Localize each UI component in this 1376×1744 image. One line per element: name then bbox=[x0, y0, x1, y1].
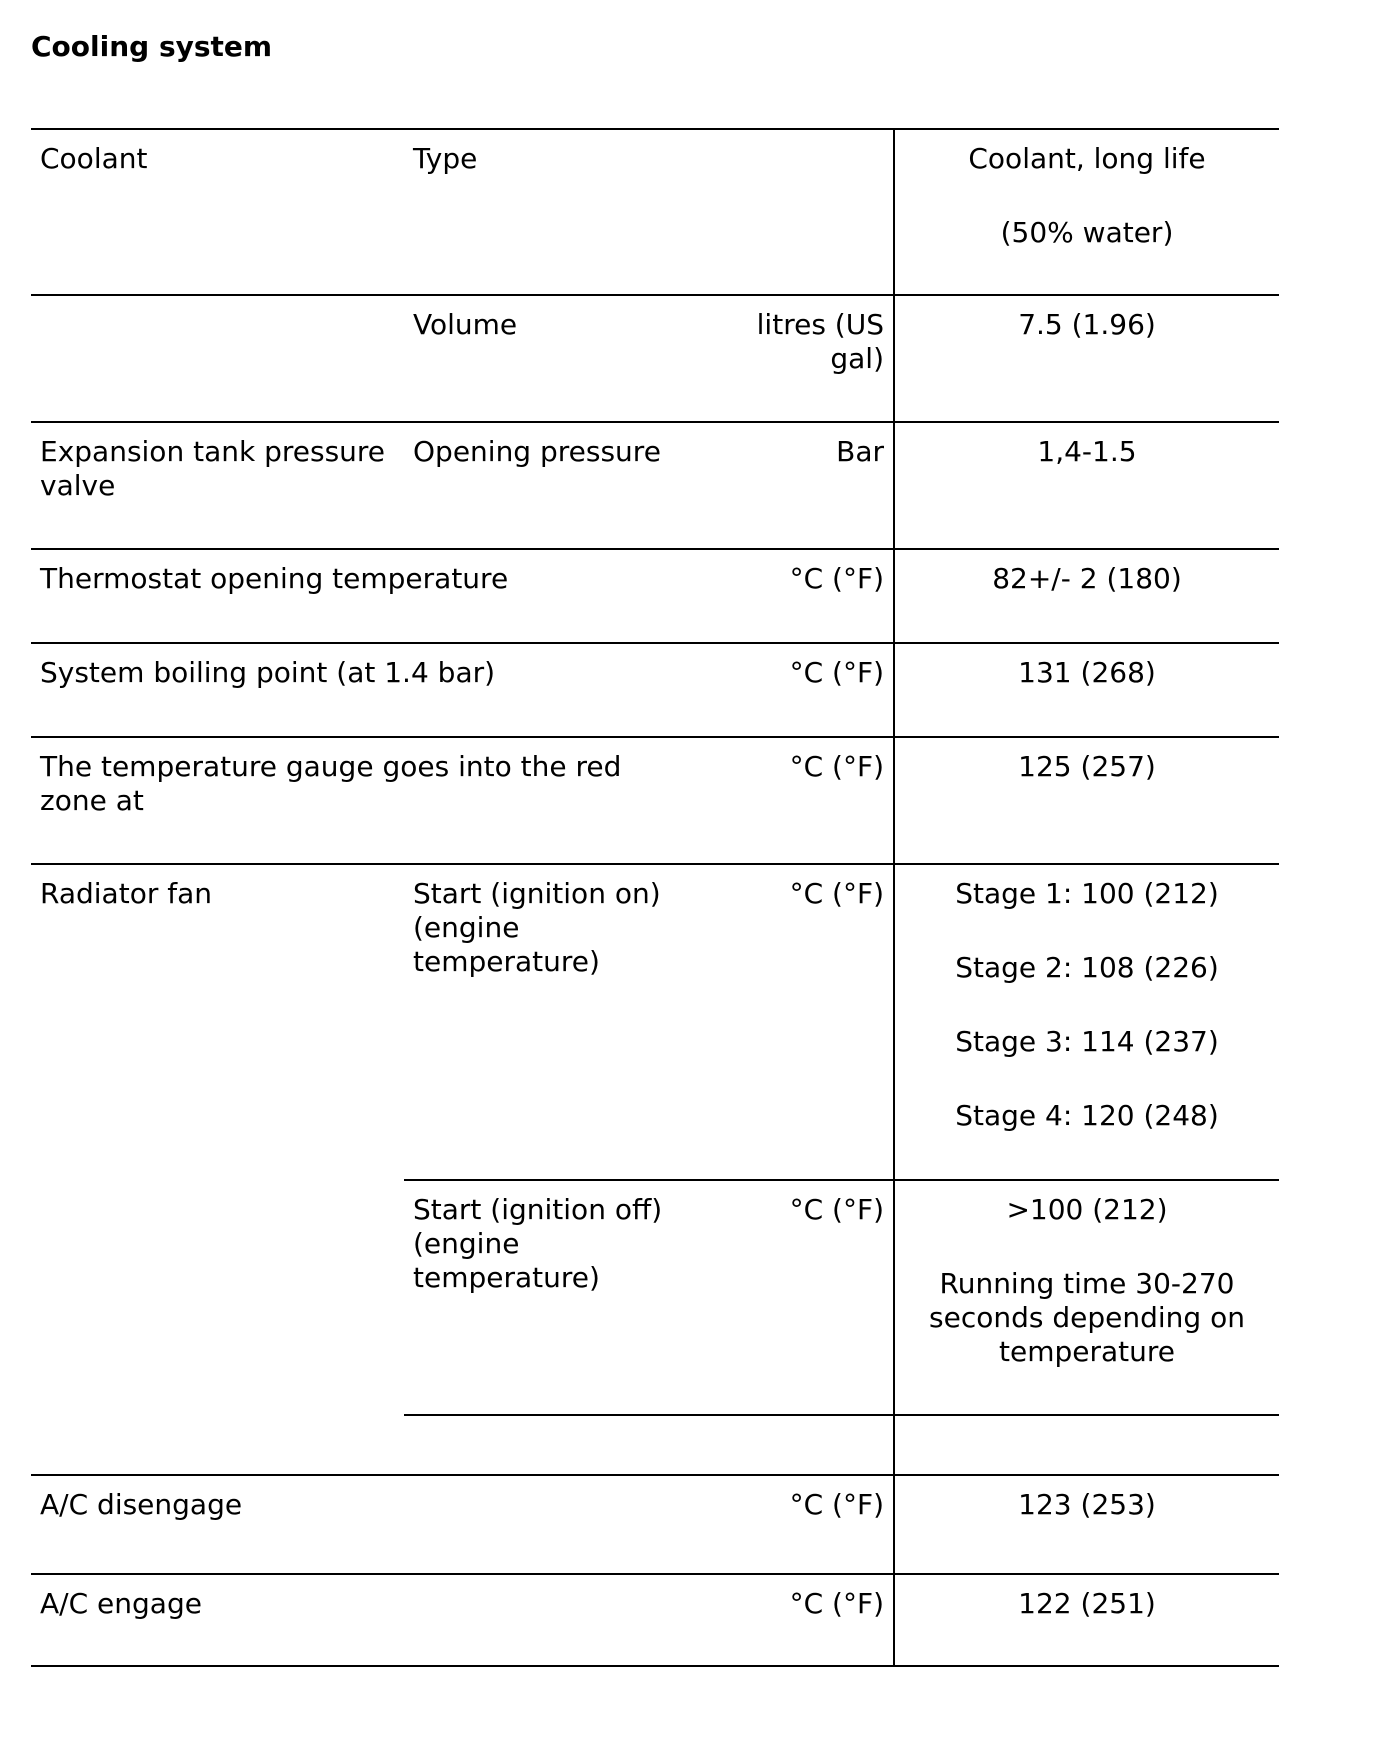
value-line: Running time 30-270 seconds depending on temperature bbox=[929, 1267, 1245, 1368]
row-unit: °C (°F) bbox=[694, 549, 894, 643]
row-value: 123 (253) bbox=[894, 1475, 1279, 1574]
value-line: Stage 2: 108 (226) bbox=[955, 951, 1219, 984]
row-sublabel: Opening pressure bbox=[404, 422, 694, 549]
table-row bbox=[31, 1475, 1279, 1574]
row-sublabel: Type bbox=[404, 129, 694, 295]
row-value: 7.5 (1.96) bbox=[894, 295, 1279, 422]
row-sublabel: Start (ignition on) (engine temperature) bbox=[404, 864, 694, 1180]
value-line: >100 (212) bbox=[1006, 1193, 1168, 1226]
empty-cell bbox=[894, 1415, 1279, 1475]
row-sublabel: Start (ignition off) (engine temperature) bbox=[404, 1180, 694, 1415]
table-row bbox=[31, 864, 1279, 1180]
row-label: The temperature gauge goes into the red zone at bbox=[31, 737, 694, 864]
row-unit bbox=[694, 129, 894, 295]
table-row bbox=[31, 422, 1279, 549]
row-label: Thermostat opening temperature bbox=[31, 549, 694, 643]
row-value bbox=[894, 1180, 1279, 1415]
row-label: A/C disengage bbox=[31, 1475, 694, 1574]
row-value: 122 (251) bbox=[894, 1574, 1279, 1666]
row-unit: °C (°F) bbox=[694, 643, 894, 737]
row-value: 1,4-1.5 bbox=[894, 422, 1279, 549]
row-label bbox=[31, 295, 404, 422]
row-value bbox=[894, 129, 1279, 295]
table-row bbox=[31, 1574, 1279, 1666]
page-title: Cooling system bbox=[31, 30, 273, 63]
row-value bbox=[894, 864, 1279, 1180]
row-unit: Bar bbox=[694, 422, 894, 549]
table-row bbox=[31, 737, 1279, 864]
row-value: 82+/- 2 (180) bbox=[894, 549, 1279, 643]
row-unit: °C (°F) bbox=[694, 1180, 894, 1415]
row-unit: litres (US gal) bbox=[694, 295, 894, 422]
cooling-system-table bbox=[31, 128, 1279, 1667]
value-line: (50% water) bbox=[1000, 216, 1174, 249]
row-unit: °C (°F) bbox=[694, 737, 894, 864]
value-line: Stage 1: 100 (212) bbox=[955, 877, 1219, 910]
table-row bbox=[31, 549, 1279, 643]
table-row bbox=[31, 295, 1279, 422]
row-unit: °C (°F) bbox=[694, 1574, 894, 1666]
table-row bbox=[31, 129, 1279, 295]
row-sublabel: Volume bbox=[404, 295, 694, 422]
empty-cell bbox=[694, 1415, 894, 1475]
value-line: Stage 3: 114 (237) bbox=[955, 1025, 1219, 1058]
row-label: Radiator fan bbox=[31, 864, 404, 1475]
row-label: A/C engage bbox=[31, 1574, 694, 1666]
row-label: Expansion tank pressure valve bbox=[31, 422, 404, 549]
table-row bbox=[31, 643, 1279, 737]
value-line: Stage 4: 120 (248) bbox=[955, 1099, 1219, 1132]
row-value: 125 (257) bbox=[894, 737, 1279, 864]
row-unit: °C (°F) bbox=[694, 864, 894, 1180]
row-label: Coolant bbox=[31, 129, 404, 295]
empty-cell bbox=[404, 1415, 694, 1475]
value-line: Coolant, long life bbox=[968, 142, 1206, 175]
row-label: System boiling point (at 1.4 bar) bbox=[31, 643, 694, 737]
row-value: 131 (268) bbox=[894, 643, 1279, 737]
row-unit: °C (°F) bbox=[694, 1475, 894, 1574]
